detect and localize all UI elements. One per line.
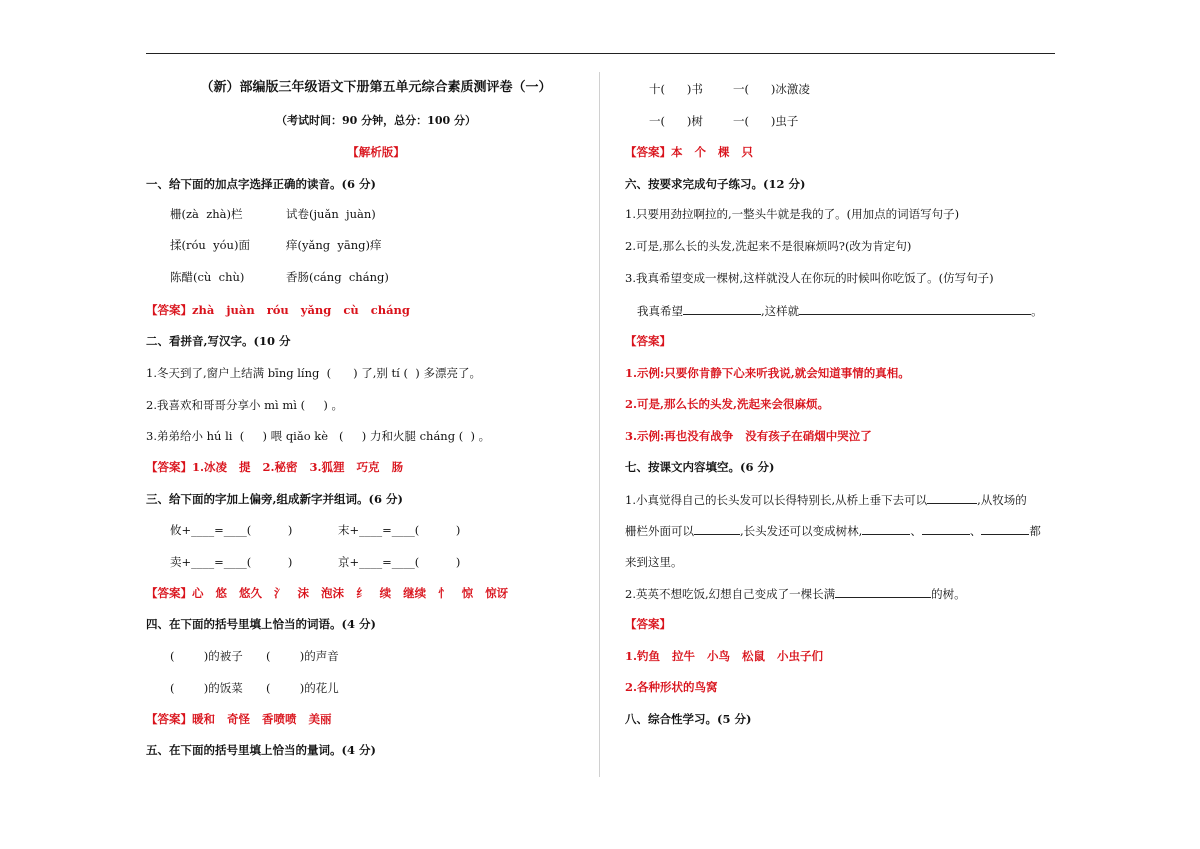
exam-info: （考试时间：90 分钟，总分：100 分） <box>276 114 476 127</box>
question-line: 2.可是,那么长的头发,洗起来不是很麻烦吗?(改为肯定句) <box>625 239 912 253</box>
section-5-heading: 五、在下面的括号里填上恰当的量词。(4 分) <box>146 743 376 757</box>
pinyin-item: 栅(zà zhà)栏 <box>170 207 243 221</box>
fill-blank[interactable] <box>694 522 740 535</box>
word-item: ( )的花儿 <box>266 681 339 695</box>
fill-blank[interactable] <box>862 522 910 535</box>
section-6-answer: 3.示例:再也没有战争 没有孩子在硝烟中哭泣了 <box>625 429 872 443</box>
word-item: ( )的被子 <box>170 649 243 663</box>
pinyin-item: 试卷(juǎn juàn) <box>286 207 376 221</box>
section-8-heading: 八、综合性学习。(5 分) <box>625 712 752 726</box>
question-line: 2.英英不想吃饭,幻想自己变成了一棵长满 的树。 <box>625 587 966 601</box>
word-item: ( )的声音 <box>266 649 339 663</box>
radical-item: 卖+____=____( ) <box>170 555 293 569</box>
fill-blank[interactable] <box>981 522 1029 535</box>
section-3-heading: 三、给下面的字加上偏旁,组成新字并组词。(6 分) <box>146 492 403 506</box>
fill-blank[interactable] <box>835 585 931 598</box>
question-line: 栅栏外面可以 ,长头发还可以变成树林, 、 、 都 <box>625 524 1041 538</box>
pinyin-item: 痒(yǎng yāng)痒 <box>286 238 382 252</box>
question-line: 3.我真希望变成一棵树,这样就没人在你玩的时候叫你吃饭了。(仿写句子) <box>625 271 994 285</box>
section-7-answer-label: 【答案】 <box>625 617 671 631</box>
fill-blank[interactable] <box>683 302 761 315</box>
section-6-answer: 1.示例:只要你肯静下心来听我说,就会知道事情的真相。 <box>625 366 910 380</box>
section-6-answer: 2.可是,那么长的头发,洗起来会很麻烦。 <box>625 397 830 411</box>
measure-item: 一( )树 <box>649 114 703 128</box>
question-line: 3.弟弟给小 hú li ( ) 喂 qiǎo kè ( ) 力和火腿 cháng ( ) 。 <box>146 429 491 443</box>
question-line: 来到这里。 <box>625 555 683 569</box>
pinyin-item: 揉(róu yóu)面 <box>170 238 250 252</box>
imitation-sentence: 我真希望 ,这样就 。 <box>637 304 1043 318</box>
version-label: 【解析版】 <box>347 145 405 159</box>
top-rule <box>146 53 1055 54</box>
section-2-heading: 二、看拼音,写汉字。(10 分 <box>146 334 291 348</box>
fill-blank[interactable] <box>922 522 970 535</box>
radical-item: 攸+____=____( ) <box>170 523 293 537</box>
section-6-heading: 六、按要求完成句子练习。(12 分) <box>625 177 806 191</box>
column-divider <box>599 72 600 777</box>
question-line: 2.我喜欢和哥哥分享小 mì mì ( ) 。 <box>146 398 344 412</box>
section-7-answer: 2.各种形状的鸟窝 <box>625 680 718 694</box>
section-7-answer: 1.钓鱼 拉牛 小鸟 松鼠 小虫子们 <box>625 649 824 663</box>
section-6-answer-label: 【答案】 <box>625 334 671 348</box>
measure-item: 十( )书 <box>649 82 703 96</box>
question-line: 1.只要用劲拉啊拉的,一整头牛就是我的了。(用加点的词语写句子) <box>625 207 960 221</box>
word-item: ( )的饭菜 <box>170 681 243 695</box>
section-3-answer: 【答案】心 悠 悠久 氵 沫 泡沫 纟 续 继续 忄 惊 惊讶 <box>146 586 509 600</box>
section-4-answer: 【答案】暖和 奇怪 香喷喷 美丽 <box>146 712 332 726</box>
measure-item: 一( )冰激凌 <box>733 82 810 96</box>
section-1-heading: 一、给下面的加点字选择正确的读音。(6 分) <box>146 177 376 191</box>
radical-item: 末+____=____( ) <box>338 523 461 537</box>
page-title: （新）部编版三年级语文下册第五单元综合素质测评卷（一） <box>200 80 552 95</box>
radical-item: 京+____=____( ) <box>338 555 461 569</box>
section-4-heading: 四、在下面的括号里填上恰当的词语。(4 分) <box>146 617 376 631</box>
pinyin-item: 陈醋(cù chù) <box>170 270 245 284</box>
measure-item: 一( )虫子 <box>733 114 799 128</box>
fill-blank[interactable] <box>799 302 1031 315</box>
section-7-heading: 七、按课文内容填空。(6 分) <box>625 460 775 474</box>
question-line: 1.小真觉得自己的长头发可以长得特别长,从桥上垂下去可以 ,从牧场的 <box>625 493 1027 507</box>
fill-blank[interactable] <box>927 491 977 504</box>
section-1-answer: 【答案】zhà juàn róu yǎng cù cháng <box>146 303 410 317</box>
section-5-answer: 【答案】本 个 棵 只 <box>625 145 754 159</box>
section-2-answer: 【答案】1.冰凌 提 2.秘密 3.狐狸 巧克 肠 <box>146 460 404 474</box>
pinyin-item: 香肠(cáng cháng) <box>286 270 389 284</box>
question-line: 1.冬天到了,窗户上结满 bīng líng ( ) 了,别 tí ( ) 多漂亮了。 <box>146 366 481 380</box>
